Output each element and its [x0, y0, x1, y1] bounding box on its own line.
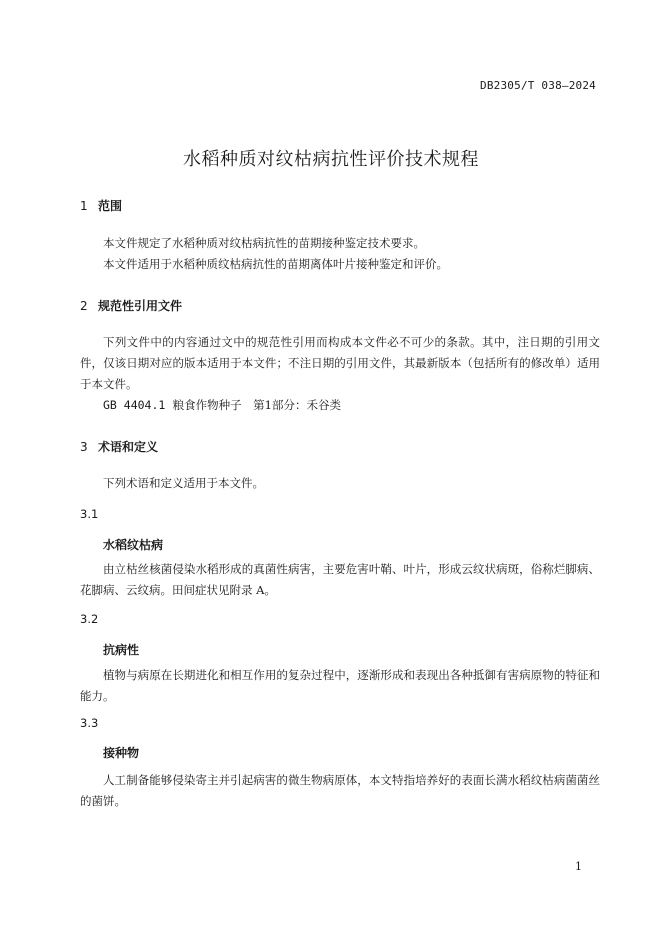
term-definition: 人工制备能够侵染寄主并引起病害的微生物病原体，本文特指培养好的表面长满水稻纹枯病菌菌丝的菌饼。: [80, 773, 600, 808]
paragraph: 本文件规定了水稻种质对纹枯病抗性的苗期接种鉴定技术要求。: [103, 236, 425, 250]
reference-title: 粮食作物种子 第1部分：禾谷类: [172, 398, 341, 412]
term-name: 水稻纹枯病: [103, 538, 164, 552]
section-title: 规范性引用文件: [98, 299, 183, 313]
reference-code: GB 4404.1: [103, 398, 166, 412]
term-definition: 由立枯丝核菌侵染水稻形成的真菌性病害，主要危害叶鞘、叶片，形成云纹状病斑，俗称烂脚病、花脚病、云纹病。田间症状见附录 A。: [80, 562, 600, 597]
term-name: 抗病性: [103, 643, 140, 657]
paragraph: 下列文件中的内容通过文中的规范性引用而构成本文件必不可少的条款。其中，注日期的引用文件，仅该日期对应的版本适用于本文件；不注日期的引用文件，其最新版本（包括所有的修改单）适用于本文件。: [80, 335, 600, 391]
term-name: 接种物: [103, 746, 140, 760]
document-title: 水稻种质对纹枯病抗性评价技术规程: [183, 149, 479, 170]
section-heading-scope: [80, 197, 122, 214]
section-number: 3: [80, 440, 88, 454]
term-number: 3.1: [80, 507, 99, 521]
paragraph: 下列术语和定义适用于本文件。: [103, 476, 264, 490]
reference-entry: [80, 395, 600, 416]
paragraph: 本文件适用于水稻种质纹枯病抗性的苗期离体叶片接种鉴定和评价。: [103, 257, 448, 271]
section-number: 1: [80, 199, 88, 213]
document-number: DB2305/T 038—2024: [480, 79, 596, 92]
section-number: 2: [80, 299, 88, 313]
term-definition: 植物与病原在长期进化和相互作用的复杂过程中，逐渐形成和表现出各种抵御有害病原物的特征和能力。: [80, 668, 600, 703]
term-number: 3.2: [80, 612, 99, 626]
section-heading-normative-references: [80, 297, 182, 314]
section-title: 术语和定义: [98, 440, 159, 454]
term-number: 3.3: [80, 716, 99, 730]
page-number: 1: [575, 860, 582, 873]
section-heading-terms-definitions: [80, 438, 158, 455]
section-title: 范围: [98, 199, 123, 213]
